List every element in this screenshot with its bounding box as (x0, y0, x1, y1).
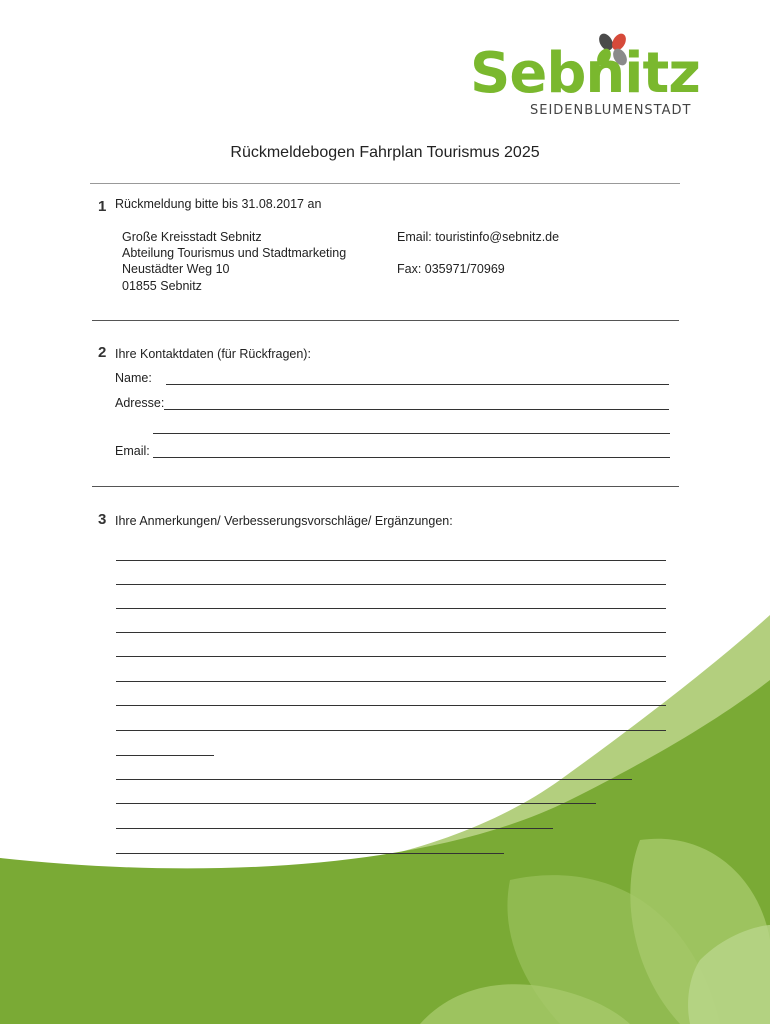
comment-line[interactable] (116, 560, 666, 561)
name-label: Name: (115, 371, 152, 385)
comment-line[interactable] (116, 584, 666, 585)
address-line-3: Neustädter Weg 10 (122, 262, 230, 276)
divider-top (90, 183, 680, 184)
comment-line[interactable] (116, 828, 553, 829)
comment-line[interactable] (116, 608, 666, 609)
comment-line[interactable] (116, 730, 666, 731)
section-3-number: 3 (98, 511, 107, 528)
section-3-heading: Ihre Anmerkungen/ Verbesserungsvorschläge/ Ergänzungen: (115, 514, 453, 528)
divider-1 (92, 320, 679, 321)
comment-line[interactable] (116, 705, 666, 706)
comment-line[interactable] (116, 755, 214, 756)
name-input-line[interactable] (166, 384, 669, 385)
comment-line[interactable] (116, 803, 596, 804)
comment-line[interactable] (116, 779, 632, 780)
divider-2 (92, 486, 679, 487)
comment-line[interactable] (116, 632, 666, 633)
comment-line[interactable] (116, 681, 666, 682)
address-input-line-2[interactable] (153, 433, 670, 434)
address-input-line-1[interactable] (164, 409, 669, 410)
section-2-number: 2 (98, 344, 107, 361)
logo-tagline: SEIDENBLUMENSTADT (530, 103, 692, 118)
section-1-heading: Rückmeldung bitte bis 31.08.2017 an (115, 197, 322, 211)
contact-email: Email: touristinfo@sebnitz.de (397, 230, 560, 244)
section-1-number: 1 (98, 198, 107, 215)
email-label: Email: (115, 444, 150, 458)
comment-line[interactable] (116, 656, 666, 657)
contact-fax: Fax: 035971/70969 (397, 262, 505, 276)
page-title: Rückmeldebogen Fahrplan Tourismus 2025 (230, 144, 540, 161)
email-input-line[interactable] (153, 457, 670, 458)
address-line-1: Große Kreisstadt Sebnitz (122, 230, 262, 244)
address-label: Adresse: (115, 396, 165, 410)
logo-wordmark: Sebnitz (470, 41, 700, 106)
section-2-heading: Ihre Kontaktdaten (für Rückfragen): (115, 347, 311, 361)
address-line-2: Abteilung Tourismus und Stadtmarketing (122, 246, 347, 260)
comment-line[interactable] (116, 853, 504, 854)
address-line-4: 01855 Sebnitz (122, 279, 202, 293)
